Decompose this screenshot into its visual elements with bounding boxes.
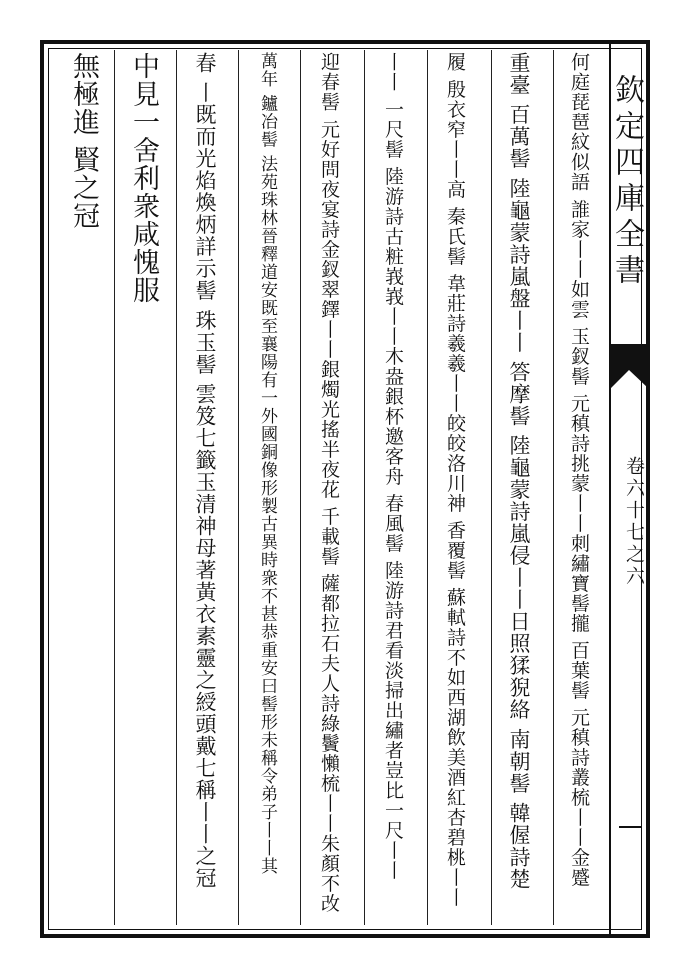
text-column-8 (120, 52, 168, 922)
fold-margin (609, 44, 648, 934)
column-rule (427, 50, 428, 925)
fold-tick (619, 826, 641, 828)
column-text: 丨丨 一尺髻 陸游詩古粧峩峩丨丨木盎銀杯邀客舟 春風髻 陸游詩君看淡掃出繡者豈比一尺丨丨 (382, 52, 404, 881)
text-column-2 (496, 52, 544, 922)
column-text: 重臺 百萬髻 陸龜蒙詩嵐盤丨丨 答摩髻 陸龜蒙詩嵐侵丨丨日照猱猊絡 南朝髻 韓偓詩楚 (507, 52, 531, 891)
column-text: 春 丨既而光焰煥炳詳示髻 珠玉髻 雲笈七籤玉清神母著黃衣素靈之綬頭戴七稱丨丨之冠 (193, 52, 217, 890)
fishtail-mark-icon (611, 344, 648, 388)
column-text: 中見一舍利衆咸愧服 (128, 52, 159, 304)
column-rule (176, 50, 177, 925)
text-column-5 (306, 52, 354, 922)
text-column-1 (556, 52, 604, 922)
column-text: 萬年 鑪冶髻 法苑珠林晉釋道安既至襄陽有一外國銅像形製古異時衆不甚恭重安曰髻形未稱令弟子丨丨其 (257, 52, 277, 875)
column-rule (300, 50, 301, 925)
column-rule (553, 50, 554, 925)
column-rule (238, 50, 239, 925)
column-text: 迎春髻 元好問夜宴詩金釵翠鐸丨丨銀燭光搖半夜花 千載髻 薩都拉石夫人詩綠鬢懶梳丨丨朱顏不改 (318, 52, 340, 914)
column-rule (491, 50, 492, 925)
text-column-4 (370, 52, 418, 922)
text-column-7 (182, 52, 230, 922)
column-text: 無極進 賢之冠 (68, 52, 99, 230)
text-column-6 (244, 52, 292, 922)
fold-title: 欽定四庫全書 (609, 74, 644, 290)
text-column-3 (432, 52, 480, 922)
column-text: 何庭琵琶紋似語 誰家丨丨如雲 玉釵髻 元稹詩挑蒙丨丨刺繡寶髻攏 百葉髻 元稹詩叢梳丨丨金蹙 (568, 52, 590, 888)
column-rule (364, 50, 365, 925)
fold-volume: 卷六十七之六 (623, 456, 645, 588)
column-text: 履 殷衣窄丨丨高 秦氏髻 韋莊詩羲羲丨丨皎皎洛川神 香覆髻 蘇軾詩不如西湖飲美酒紅杏碧桃丨丨 (444, 52, 466, 908)
text-column-9 (60, 52, 108, 922)
column-rule (114, 50, 115, 925)
